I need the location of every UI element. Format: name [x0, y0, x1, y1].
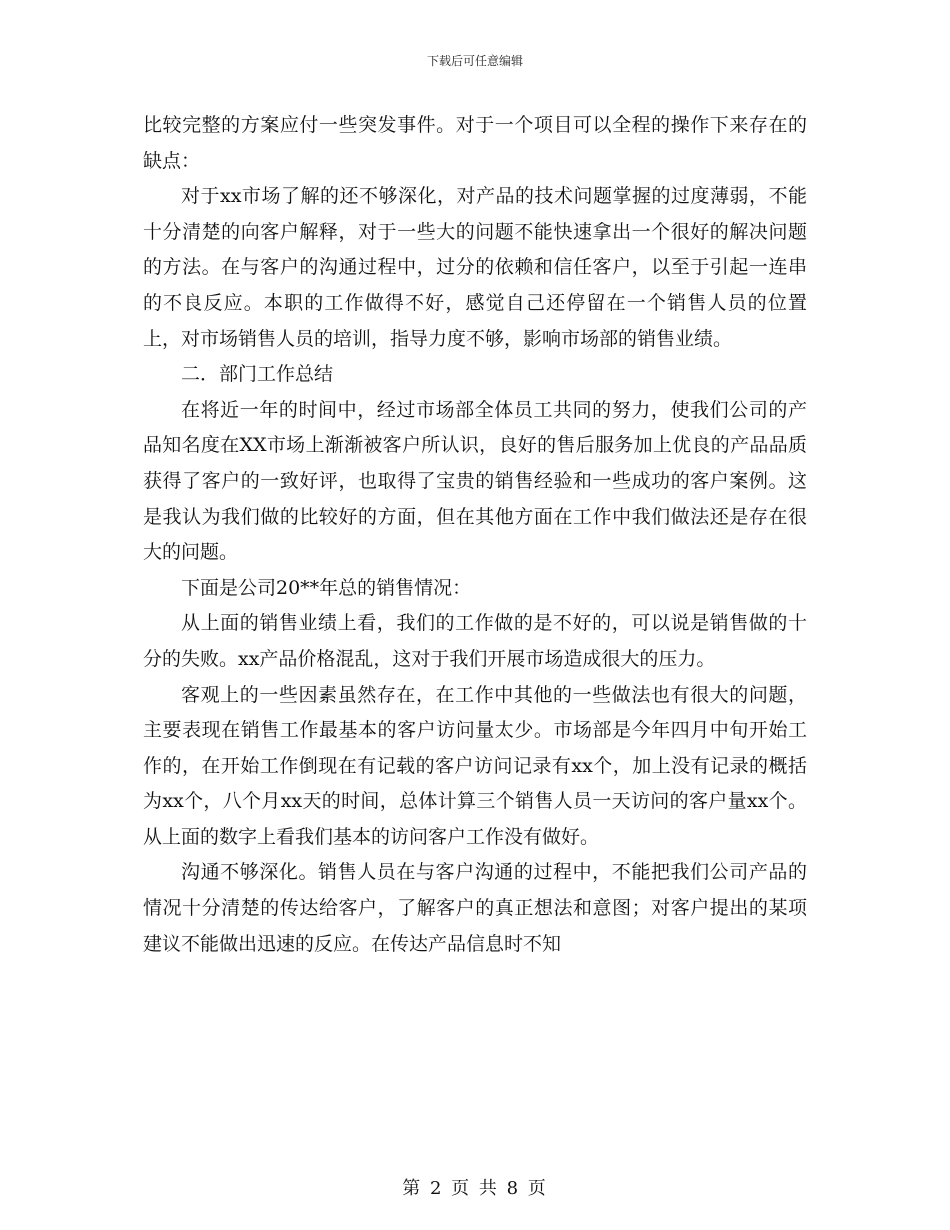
page-header-note: 下载后可任意编辑 [426, 54, 523, 68]
paragraph: 从上面的销售业绩上看，我们的工作做的是不好的，可以说是销售做的十分的失败。xx产品价格混乱，这对于我们开展市场造成很大的压力。 [143, 612, 807, 670]
paragraph: 在将近一年的时间中，经过市场部全体员工共同的努力，使我们公司的产品知名度在XX市场上渐渐被客户所认识，良好的售后服务加上优良的产品品质获得了客户的一致好评，也取得了宝贵的销售经验和一些成功的客户案例。这是我认为我们做的比较好的方面，但在其他方面在工作中我们做法还是存在很大的问题。 [143, 398, 807, 564]
page-number: 第 2 页 共 8 页 [402, 1178, 548, 1199]
document-body [143, 108, 807, 962]
paragraph: 客观上的一些因素虽然存在，在工作中其他的一些做法也有很大的问题，主要表现在销售工作最基本的客户访问量太少。市场部是今年四月中旬开始工作的，在开始工作倒现在有记载的客户访问记录有xx个，加上没有记录的概括为xx个，八个月xx天的时间，总体计算三个销售人员一天访问的客户量xx个。从上面的数字上看我们基本的访问客户工作没有做好。 [143, 683, 807, 848]
section-heading: 二．部门工作总结 [181, 363, 334, 386]
paragraph: 沟通不够深化。销售人员在与客户沟通的过程中，不能把我们公司产品的情况十分清楚的传达给客户，了解客户的真正想法和意图；对客户提出的某项建议不能做出迅速的反应。在传达产品信息时不知 [143, 861, 807, 955]
paragraph: 对于xx市场了解的还不够深化，对产品的技术问题掌握的过度薄弱，不能十分清楚的向客户解释，对于一些大的问题不能快速拿出一个很好的解决问题的方法。在与客户的沟通过程中，过分的依赖和信任客户，以至于引起一连串的不良反应。本职的工作做得不好，感觉自己还停留在一个销售人员的位置上，对市场销售人员的培训，指导力度不够，影响市场部的销售业绩。 [143, 185, 807, 350]
paragraph: 比较完整的方案应付一些突发事件。对于一个项目可以全程的操作下来存在的缺点： [143, 114, 807, 172]
paragraph: 下面是公司20**年总的销售情况： [181, 576, 472, 599]
